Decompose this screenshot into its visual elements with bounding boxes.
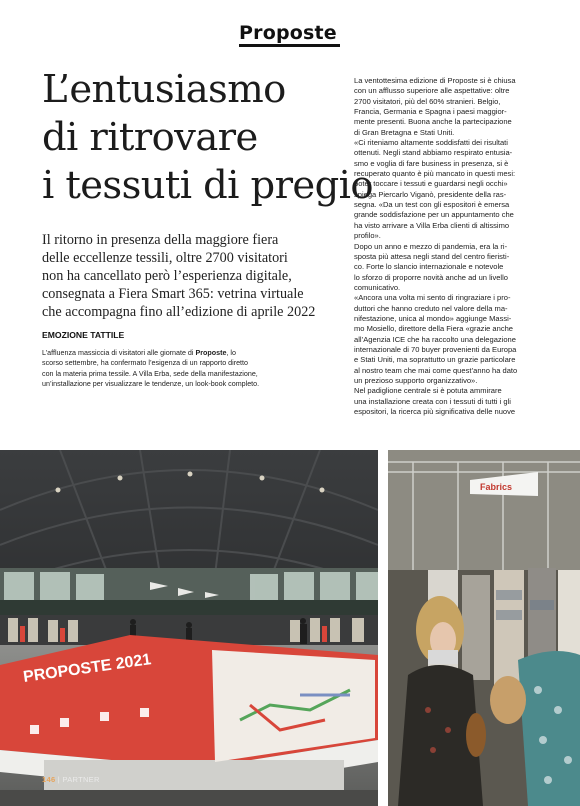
body-line: «Ci riteniamo altamente soddisfatti dei risultati bbox=[354, 138, 508, 148]
body-line: ottenuti. Negli stand abbiamo respirato entusia- bbox=[354, 148, 513, 158]
intro-line: con la materia prima tessile. A Villa Erba, sede della manifestazione, bbox=[42, 369, 258, 378]
body-line: Nel padiglione centrale si è potuta ammirare bbox=[354, 386, 502, 396]
standfirst-line: Il ritorno in presenza della maggiore fiera bbox=[42, 232, 279, 248]
intro-paragraph bbox=[42, 348, 347, 390]
body-line: un prezioso supporto organizzativo». bbox=[354, 375, 478, 385]
intro-line bbox=[42, 348, 347, 358]
body-line: La ventottesima edizione di Proposte si è chiusa bbox=[354, 76, 516, 85]
body-line: profilo». bbox=[354, 231, 381, 241]
body-line: mente presenti. Buona anche la partecipazione bbox=[354, 117, 512, 127]
body-line: comunicativo. bbox=[354, 282, 401, 292]
headline-line: i tessuti di pregio bbox=[42, 163, 373, 208]
body-line: di Gran Bretagna e Stati Uniti. bbox=[354, 127, 455, 137]
body-line: Dopo un anno e mezzo di pandemia, era la ri- bbox=[354, 241, 508, 251]
standfirst-line: non ha cancellato però l’esperienza digitale, bbox=[42, 267, 292, 284]
body-line: al nostro team che mai come quest’anno ha dato bbox=[354, 365, 518, 375]
photo-fabric-samples bbox=[388, 450, 580, 806]
intro-text: , lo bbox=[226, 349, 236, 357]
headline bbox=[42, 66, 373, 210]
body-line: nifestazione, unica al mondo» aggiunge Massi- bbox=[354, 313, 512, 323]
body-line: internazionale di 70 buyer provenienti da Europa bbox=[354, 344, 517, 354]
hall-illustration bbox=[0, 450, 378, 806]
body-line: segna. «Da un test con gli espositori è emersa bbox=[354, 200, 510, 210]
folio-separator: | bbox=[55, 775, 63, 784]
headline-line: L’entusiasmo bbox=[42, 67, 286, 112]
photo-exhibition-hall bbox=[0, 450, 378, 806]
section-underline bbox=[239, 44, 340, 47]
body-line: con un afflusso superiore alle aspettative: oltre bbox=[354, 86, 510, 96]
body-line: duttori che hanno creduto nel valore della ma- bbox=[354, 303, 508, 313]
standfirst-line: delle eccellenze tessili, oltre 2700 visitatori bbox=[42, 249, 288, 266]
body-line: ha visto arrivare a Villa Erba clienti di altissimo bbox=[354, 220, 510, 230]
intro-line: un’installazione per visualizzare le tendenze, un look-book completo. bbox=[42, 380, 260, 389]
intro-bold-name: Proposte bbox=[195, 349, 227, 357]
body-line: recuperato quanto è più mancato in questi mesi: bbox=[354, 169, 516, 179]
section-label: Proposte bbox=[239, 22, 337, 44]
headline-line: di ritrovare bbox=[42, 115, 258, 160]
body-line: espositori, la ricerca più significativa delle nuove bbox=[354, 407, 516, 416]
folio bbox=[42, 775, 100, 784]
body-line: sposta più attesa negli stand del centro fieristi- bbox=[354, 251, 510, 261]
body-line: smo e voglia di fare business in presenza, si è bbox=[354, 158, 509, 168]
body-line: Francia, Germania e Spagna i paesi maggior- bbox=[354, 107, 507, 117]
intro-line: scorso settembre, ha confermato l’esigenza di un rapporto diretto bbox=[42, 359, 248, 368]
body-line: «Ancora una volta mi sento di ringraziare i pro- bbox=[354, 293, 511, 303]
fabrics-illustration bbox=[388, 450, 580, 806]
banner-text: Fabrics bbox=[480, 482, 513, 492]
standfirst bbox=[42, 232, 347, 322]
body-line: mo Mosiello, direttore della Fiera «grazie anche bbox=[354, 324, 513, 334]
body-line: poter toccare i tessuti e guardarsi negli occhi» bbox=[354, 179, 508, 189]
body-line: lo sforzo di proporre novità anche ad un livello bbox=[354, 272, 508, 282]
body-column-right bbox=[354, 76, 550, 417]
body-line: 2700 visitatori, più del 60% stranieri. Belgio, bbox=[354, 96, 501, 106]
body-line: co. Forte lo slancio internazionale e notevole bbox=[354, 262, 504, 272]
body-line: all’Agenzia ICE che ha raccolto una delegazione bbox=[354, 334, 516, 344]
page-number: 146 bbox=[42, 775, 56, 784]
body-line: spiega Piercarlo Viganò, presidente della ras- bbox=[354, 189, 507, 199]
standfirst-line: consegnata a Fiera Smart 365: vetrina virtuale bbox=[42, 285, 304, 302]
body-line: grande soddisfazione per un appuntamento che bbox=[354, 210, 514, 220]
subhead: EMOZIONE TATTILE bbox=[42, 330, 125, 340]
body-line: e Stati Uniti, ma soprattutto un grazie particolare bbox=[354, 355, 516, 365]
sign-text: PROPOSTE 2021 bbox=[22, 651, 153, 686]
magazine-name: PARTNER bbox=[62, 775, 100, 784]
body-line: una installazione creata con i tessuti di tutti i gli bbox=[354, 396, 511, 406]
standfirst-line: che accompagna fino all’edizione di aprile 2022 bbox=[42, 303, 316, 320]
intro-text: L’affluenza massiccia di visitatori alle giornate di bbox=[42, 349, 196, 357]
